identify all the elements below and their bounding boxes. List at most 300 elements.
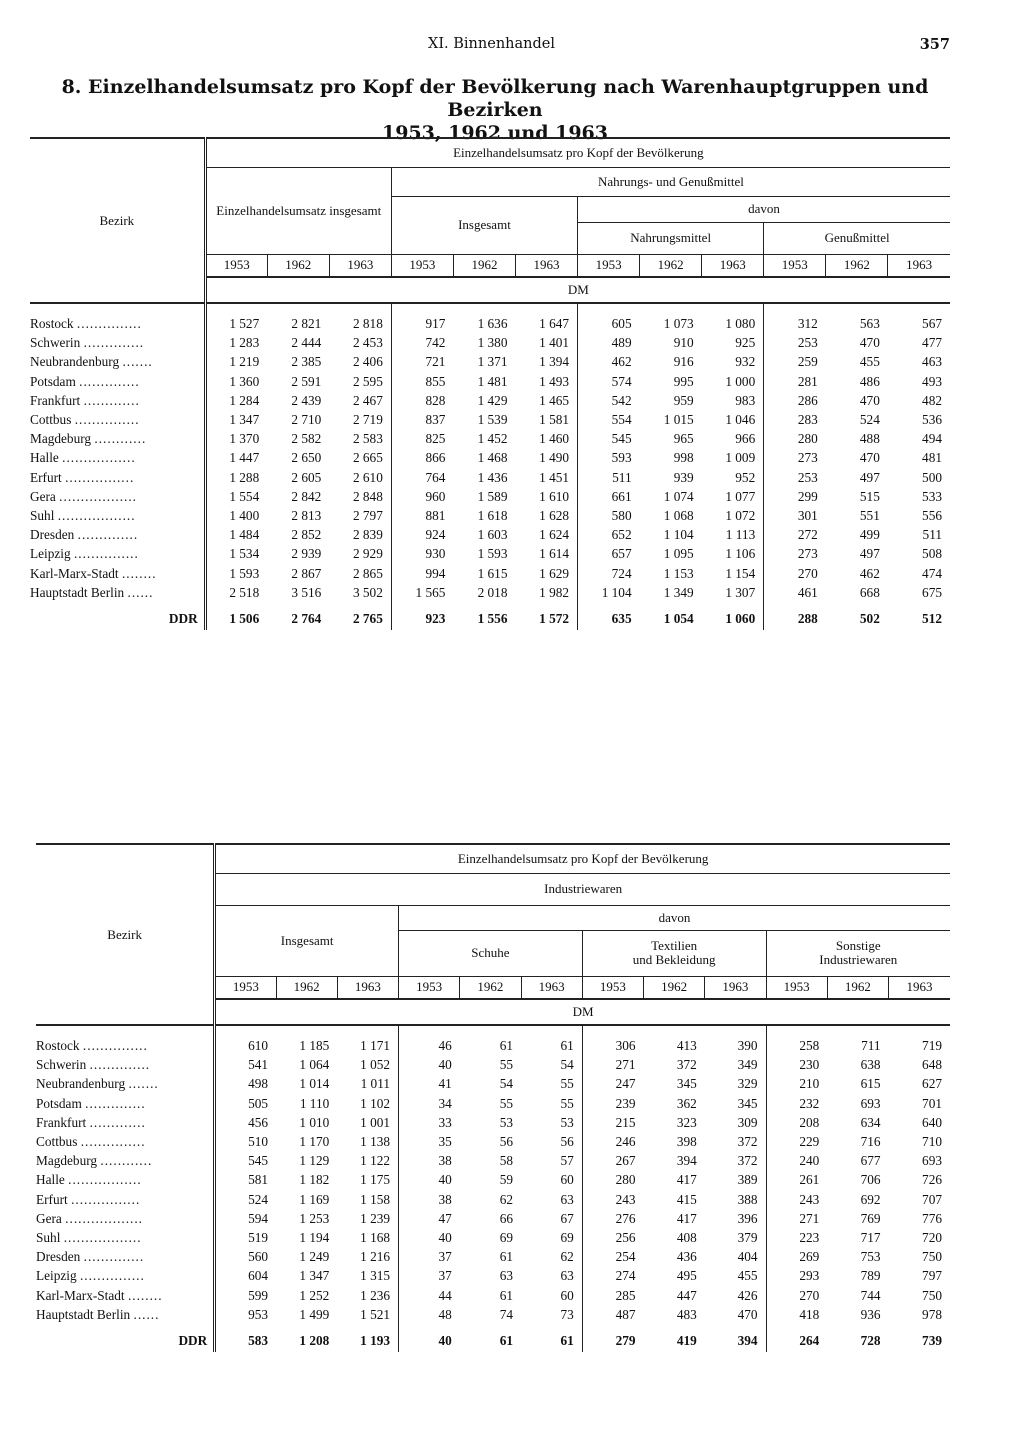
value-cell: 497 <box>859 469 880 485</box>
table-row <box>36 1151 950 1170</box>
table-row <box>30 314 950 333</box>
bezirk-name <box>30 563 205 582</box>
value-cell: 1 236 <box>360 1287 391 1303</box>
value-cell: 309 <box>737 1114 758 1130</box>
value-cell: 40 <box>399 1228 460 1247</box>
value-cell: 329 <box>737 1076 758 1092</box>
value-cell: 605 <box>578 314 640 333</box>
value-cell: 40 <box>399 1170 460 1189</box>
leader-dots: ........ <box>127 1287 163 1303</box>
value-cell: 456 <box>215 1113 276 1132</box>
value-cell: 995 <box>673 373 694 389</box>
table-row <box>36 1209 950 1228</box>
value-cell: 1 618 <box>477 507 508 523</box>
value-cell: 48 <box>399 1305 460 1324</box>
value-cell: 2 797 <box>352 507 383 523</box>
value-cell: 1 072 <box>725 507 756 523</box>
year-header: 1962 <box>460 976 521 999</box>
table-food-body <box>30 303 950 630</box>
value-cell: 764 <box>391 468 453 487</box>
value-cell: 398 <box>676 1134 697 1150</box>
value-cell: 542 <box>578 391 640 410</box>
bezirk-name <box>30 333 205 352</box>
value-cell: 706 <box>860 1172 881 1188</box>
value-cell: 55 <box>560 1076 574 1092</box>
bezirk-name <box>36 1170 215 1189</box>
value-cell: 56 <box>560 1134 574 1150</box>
value-cell: 2 848 <box>352 488 383 504</box>
value-cell: 512 <box>922 611 942 627</box>
value-cell: 418 <box>766 1305 827 1324</box>
value-cell: 1 074 <box>663 488 694 504</box>
value-cell: 1 077 <box>725 488 756 504</box>
bezirk-name <box>30 525 205 544</box>
value-cell: 1 490 <box>539 450 570 466</box>
value-cell: 1 106 <box>725 546 756 562</box>
table-row <box>30 372 950 391</box>
value-cell: 1 068 <box>663 507 694 523</box>
leader-dots: ............... <box>74 412 140 428</box>
value-cell: 63 <box>560 1191 574 1207</box>
value-cell: 470 <box>737 1306 758 1322</box>
value-cell: 510 <box>215 1132 276 1151</box>
value-cell: 323 <box>676 1114 697 1130</box>
header-davon: davon <box>578 196 950 222</box>
table-row <box>30 448 950 467</box>
value-cell: 594 <box>215 1209 276 1228</box>
bezirk-name <box>30 468 205 487</box>
header-insgesamt: Insgesamt <box>391 196 577 254</box>
value-cell: 288 <box>764 602 826 630</box>
value-cell: 62 <box>499 1191 514 1207</box>
value-cell: 494 <box>922 431 942 447</box>
value-cell: 247 <box>582 1074 643 1093</box>
value-cell: 828 <box>391 391 453 410</box>
value-cell: 2 583 <box>352 431 383 447</box>
value-cell: 1 153 <box>663 565 694 581</box>
value-cell: 1 104 <box>663 527 694 543</box>
value-cell: 2 852 <box>291 527 322 543</box>
value-cell: 41 <box>399 1074 460 1093</box>
bezirk-label: Erfurt <box>30 469 62 485</box>
value-cell: 604 <box>215 1266 276 1285</box>
value-cell: 1 624 <box>539 527 570 543</box>
value-cell: 1 534 <box>205 544 267 563</box>
value-cell: 61 <box>560 1038 574 1054</box>
value-cell: 463 <box>922 354 942 370</box>
value-cell: 1 185 <box>299 1038 330 1054</box>
value-cell: 505 <box>215 1094 276 1113</box>
value-cell: 1 451 <box>539 469 570 485</box>
value-cell: 53 <box>499 1114 514 1130</box>
value-cell: 599 <box>215 1285 276 1304</box>
value-cell: 69 <box>560 1229 574 1245</box>
value-cell: 44 <box>399 1285 460 1304</box>
value-cell: 502 <box>859 611 880 627</box>
value-cell: 372 <box>676 1057 697 1073</box>
table-row <box>30 468 950 487</box>
table-food <box>30 137 950 630</box>
value-cell: 462 <box>578 352 640 371</box>
value-cell: 1 288 <box>205 468 267 487</box>
value-cell: 38 <box>399 1190 460 1209</box>
table-row <box>30 352 950 371</box>
bezirk-label: Karl-Marx-Stadt <box>36 1287 125 1303</box>
value-cell: 254 <box>582 1247 643 1266</box>
year-header: 1953 <box>391 254 453 277</box>
value-cell: 455 <box>737 1268 758 1284</box>
header-nahrungsmittel: Nahrungsmittel <box>578 222 764 254</box>
value-cell: 215 <box>582 1113 643 1132</box>
value-cell: 1 539 <box>477 412 508 428</box>
bezirk-label: Potsdam <box>30 373 76 389</box>
value-cell: 693 <box>922 1153 942 1169</box>
value-cell: 63 <box>499 1268 514 1284</box>
leader-dots: ....... <box>122 354 153 370</box>
value-cell: 483 <box>676 1306 697 1322</box>
value-cell: 62 <box>560 1249 574 1265</box>
value-cell: 388 <box>737 1191 758 1207</box>
value-cell: 1 216 <box>360 1249 391 1265</box>
value-cell: 1 010 <box>299 1114 330 1130</box>
value-cell: 640 <box>922 1114 942 1130</box>
value-cell: 866 <box>391 448 453 467</box>
value-cell: 711 <box>861 1038 881 1054</box>
value-cell: 61 <box>499 1249 514 1265</box>
bezirk-name <box>36 1285 215 1304</box>
leader-dots: ...... <box>133 1306 160 1322</box>
value-cell: 243 <box>766 1190 827 1209</box>
value-cell: 495 <box>676 1268 697 1284</box>
value-cell: 710 <box>922 1134 942 1150</box>
table-row <box>36 1132 950 1151</box>
bezirk-label: Frankfurt <box>30 392 81 408</box>
value-cell: 394 <box>737 1333 758 1349</box>
value-cell: 59 <box>499 1172 514 1188</box>
table-title-line2: 1953, 1962 und 1963 <box>381 122 608 144</box>
value-cell: 258 <box>766 1036 827 1055</box>
bezirk-name <box>36 1209 215 1228</box>
table-row <box>36 1190 950 1209</box>
year-header: 1962 <box>827 976 888 999</box>
table-row <box>30 487 950 506</box>
table-row <box>36 1247 950 1266</box>
value-cell: 477 <box>922 335 942 351</box>
value-cell: 1 468 <box>477 450 508 466</box>
value-cell: 447 <box>676 1287 697 1303</box>
value-cell: 1 401 <box>539 335 570 351</box>
value-cell: 1 154 <box>725 565 756 581</box>
value-cell: 293 <box>766 1266 827 1285</box>
value-cell: 499 <box>859 527 880 543</box>
header-schuhe: Schuhe <box>399 930 583 976</box>
bezirk-name <box>36 1266 215 1285</box>
bezirk-name <box>36 1094 215 1113</box>
bezirk-name <box>30 410 205 429</box>
value-cell: 1 565 <box>391 583 453 602</box>
value-cell: 487 <box>582 1305 643 1324</box>
value-cell: 776 <box>922 1210 942 1226</box>
value-cell: 493 <box>922 373 942 389</box>
table-row <box>30 525 950 544</box>
value-cell: 1 460 <box>539 431 570 447</box>
value-cell: 675 <box>922 584 942 600</box>
value-cell: 610 <box>215 1036 276 1055</box>
value-cell: 1 315 <box>360 1268 391 1284</box>
bezirk-label: Cottbus <box>36 1134 78 1150</box>
value-cell: 2 595 <box>352 373 383 389</box>
value-cell: 1 614 <box>539 546 570 562</box>
bezirk-label: Leipzig <box>36 1268 77 1284</box>
value-cell: 269 <box>766 1247 827 1266</box>
value-cell: 55 <box>499 1057 514 1073</box>
value-cell: 2 821 <box>291 316 322 332</box>
value-cell: 261 <box>766 1170 827 1189</box>
bezirk-label: Potsdam <box>36 1095 82 1111</box>
value-cell: 1 347 <box>299 1268 330 1284</box>
value-cell: 998 <box>673 450 694 466</box>
value-cell: 253 <box>764 333 826 352</box>
total-row <box>30 602 950 630</box>
value-cell: 270 <box>766 1285 827 1304</box>
value-cell: 461 <box>764 583 826 602</box>
page-number: 357 <box>919 36 950 53</box>
value-cell: 638 <box>860 1057 881 1073</box>
value-cell: 739 <box>922 1333 942 1349</box>
header-industriewaren: Industriewaren <box>215 873 950 905</box>
value-cell: 563 <box>859 316 880 332</box>
value-cell: 74 <box>499 1306 514 1322</box>
value-cell: 855 <box>391 372 453 391</box>
value-cell: 40 <box>399 1324 460 1352</box>
value-cell: 910 <box>673 335 694 351</box>
value-cell: 1 001 <box>360 1114 391 1130</box>
value-cell: 750 <box>922 1249 942 1265</box>
value-cell: 500 <box>922 469 942 485</box>
unit-label: DM <box>205 277 950 303</box>
value-cell: 701 <box>922 1095 942 1111</box>
value-cell: 1 465 <box>539 392 570 408</box>
value-cell: 1 000 <box>725 373 756 389</box>
value-cell: 1 014 <box>299 1076 330 1092</box>
bezirk-name <box>36 1074 215 1093</box>
value-cell: 1 208 <box>299 1333 330 1349</box>
year-header: 1962 <box>826 254 888 277</box>
value-cell: 345 <box>676 1076 697 1092</box>
value-cell: 635 <box>578 602 640 630</box>
value-cell: 881 <box>391 506 453 525</box>
value-cell: 1 283 <box>205 333 267 352</box>
value-cell: 2 813 <box>291 507 322 523</box>
value-cell: 47 <box>399 1209 460 1228</box>
value-cell: 583 <box>215 1324 276 1352</box>
value-cell: 230 <box>766 1055 827 1074</box>
value-cell: 58 <box>499 1153 514 1169</box>
header-sonstige-line2: Industriewaren <box>819 952 898 967</box>
bezirk-name <box>30 487 205 506</box>
header-textilien-line1: Textilien <box>651 938 698 953</box>
value-cell: 753 <box>860 1249 881 1265</box>
value-cell: 692 <box>860 1191 881 1207</box>
value-cell: 2 439 <box>291 392 322 408</box>
value-cell: 1 360 <box>205 372 267 391</box>
leader-dots: ............... <box>79 1268 145 1284</box>
bezirk-label: Gera <box>36 1210 62 1226</box>
value-cell: 271 <box>582 1055 643 1074</box>
value-cell: 1 527 <box>205 314 267 333</box>
value-cell: 560 <box>215 1247 276 1266</box>
bezirk-label: Schwerin <box>30 335 81 351</box>
bezirk-label: Suhl <box>30 507 55 523</box>
value-cell: 372 <box>737 1153 758 1169</box>
value-cell: 837 <box>391 410 453 429</box>
value-cell: 924 <box>391 525 453 544</box>
value-cell: 511 <box>922 527 942 543</box>
value-cell: 1 052 <box>360 1057 391 1073</box>
bezirk-label: Leipzig <box>30 546 71 562</box>
value-cell: 1 629 <box>539 565 570 581</box>
value-cell: 54 <box>560 1057 574 1073</box>
year-header: 1962 <box>453 254 515 277</box>
table-row <box>36 1074 950 1093</box>
value-cell: 413 <box>676 1038 697 1054</box>
value-cell: 301 <box>764 506 826 525</box>
value-cell: 1 506 <box>205 602 267 630</box>
header-food-group: Nahrungs- und Genußmittel <box>391 167 950 196</box>
table-row <box>30 429 950 448</box>
header-total-label: Einzelhandelsumsatz insgesamt <box>216 202 382 218</box>
value-cell: 717 <box>860 1229 881 1245</box>
bezirk-label: Suhl <box>36 1229 61 1245</box>
value-cell: 930 <box>391 544 453 563</box>
value-cell: 742 <box>391 333 453 352</box>
leader-dots: .................. <box>65 1210 144 1226</box>
value-cell: 60 <box>560 1172 574 1188</box>
bezirk-label: Gera <box>30 488 56 504</box>
value-cell: 1 593 <box>205 563 267 582</box>
year-header: 1963 <box>888 254 950 277</box>
value-cell: 306 <box>582 1036 643 1055</box>
value-cell: 274 <box>582 1266 643 1285</box>
value-cell: 1 628 <box>539 507 570 523</box>
value-cell: 533 <box>922 488 942 504</box>
bezirk-label: Magdeburg <box>36 1153 98 1169</box>
leader-dots: ...... <box>127 584 154 600</box>
value-cell: 1 429 <box>477 392 508 408</box>
value-cell: 415 <box>676 1191 697 1207</box>
value-cell: 1 009 <box>725 450 756 466</box>
header-sonstige-line1: Sonstige <box>835 938 881 953</box>
value-cell: 61 <box>560 1333 574 1349</box>
value-cell: 541 <box>215 1055 276 1074</box>
table-row <box>30 506 950 525</box>
value-cell: 936 <box>860 1306 881 1322</box>
value-cell: 470 <box>859 335 880 351</box>
value-cell: 1 589 <box>477 488 508 504</box>
value-cell: 417 <box>676 1172 697 1188</box>
value-cell: 1 113 <box>725 527 756 543</box>
value-cell: 1 371 <box>477 354 508 370</box>
bezirk-label: Hauptstadt Berlin <box>30 584 125 600</box>
bezirk-name <box>36 1113 215 1132</box>
header-insgesamt: Insgesamt <box>215 905 399 976</box>
value-cell: 1 253 <box>299 1210 330 1226</box>
value-cell: 574 <box>578 372 640 391</box>
year-header: 1953 <box>215 976 276 999</box>
value-cell: 1 493 <box>539 373 570 389</box>
value-cell: 744 <box>860 1287 881 1303</box>
value-cell: 1 015 <box>663 412 694 428</box>
value-cell: 54 <box>499 1076 514 1092</box>
value-cell: 719 <box>922 1038 942 1054</box>
value-cell: 1 484 <box>205 525 267 544</box>
value-cell: 229 <box>766 1132 827 1151</box>
value-cell: 481 <box>922 450 942 466</box>
bezirk-label: Dresden <box>36 1249 81 1265</box>
value-cell: 470 <box>859 450 880 466</box>
value-cell: 580 <box>578 506 640 525</box>
bezirk-name <box>30 391 205 410</box>
bezirk-name <box>30 429 205 448</box>
bezirk-name <box>36 1132 215 1151</box>
header-sonstige <box>766 930 950 976</box>
value-cell: 1 380 <box>477 335 508 351</box>
leader-dots: ................. <box>68 1172 142 1188</box>
bezirk-name <box>30 448 205 467</box>
leader-dots: .............. <box>89 1057 151 1073</box>
value-cell: 1 073 <box>663 316 694 332</box>
leader-dots: .................. <box>59 488 138 504</box>
table-industrial-body <box>36 1025 950 1352</box>
leader-dots: ............... <box>80 1134 146 1150</box>
value-cell: 797 <box>922 1268 942 1284</box>
value-cell: 917 <box>391 314 453 333</box>
table-row <box>36 1305 950 1324</box>
bezirk-name <box>30 352 205 371</box>
value-cell: 1 593 <box>477 546 508 562</box>
value-cell: 983 <box>735 392 756 408</box>
value-cell: 2 582 <box>291 431 322 447</box>
value-cell: 486 <box>859 373 880 389</box>
value-cell: 253 <box>764 468 826 487</box>
value-cell: 1 556 <box>477 611 508 627</box>
leader-dots: ............... <box>82 1038 148 1054</box>
value-cell: 524 <box>215 1190 276 1209</box>
value-cell: 952 <box>735 469 756 485</box>
value-cell: 2 650 <box>291 450 322 466</box>
bezirk-name <box>30 544 205 563</box>
value-cell: 2 929 <box>352 546 383 562</box>
value-cell: 2 453 <box>352 335 383 351</box>
value-cell: 1 447 <box>205 448 267 467</box>
value-cell: 536 <box>922 412 942 428</box>
value-cell: 2 467 <box>352 392 383 408</box>
value-cell: 1 284 <box>205 391 267 410</box>
value-cell: 716 <box>860 1134 881 1150</box>
value-cell: 279 <box>582 1324 643 1352</box>
value-cell: 436 <box>676 1249 697 1265</box>
value-cell: 37 <box>399 1266 460 1285</box>
bezirk-name <box>36 1190 215 1209</box>
year-header: 1963 <box>702 254 764 277</box>
value-cell: 243 <box>582 1190 643 1209</box>
value-cell: 240 <box>766 1151 827 1170</box>
leader-dots: .............. <box>77 527 139 543</box>
value-cell: 769 <box>860 1210 881 1226</box>
leader-dots: .............. <box>83 335 145 351</box>
value-cell: 693 <box>860 1095 881 1111</box>
running-header <box>0 36 1024 58</box>
